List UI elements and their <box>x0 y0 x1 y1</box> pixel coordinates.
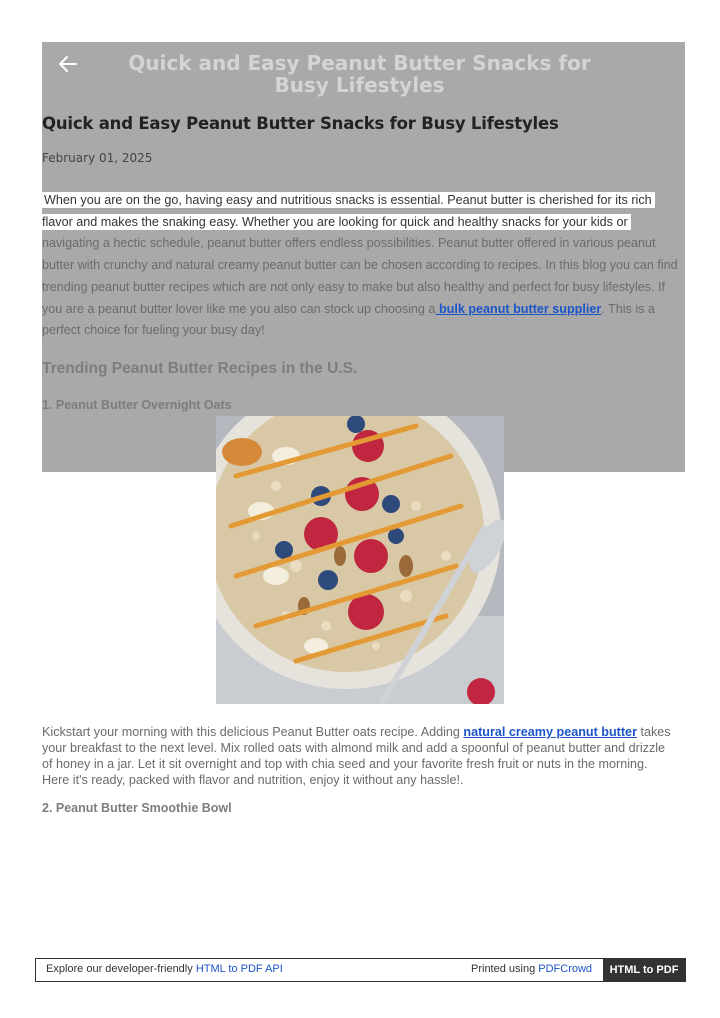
recipe1-heading: 1. Peanut Butter Overnight Oats <box>42 398 232 412</box>
post-title: Quick and Easy Peanut Butter Snacks for Busy Lifestyles <box>42 114 559 133</box>
recipe1-text: Kickstart your morning with this delicious Peanut Butter oats recipe. Adding <box>42 725 464 739</box>
arrow-left-icon <box>56 52 80 76</box>
footer-printed <box>471 963 592 975</box>
app-header <box>42 42 685 102</box>
footer-printed-text: Printed using <box>471 963 539 975</box>
post-date: February 01, 2025 <box>42 151 153 165</box>
back-button[interactable] <box>56 52 80 76</box>
footer-explore <box>46 963 283 975</box>
intro-end-text: . This is a perfect choice for fueling your busy day! <box>42 301 655 338</box>
html-to-pdf-badge[interactable]: HTML to PDF <box>603 959 685 981</box>
recipe1-paragraph <box>42 724 672 788</box>
intro-highlight-2: flavor and makes the snaking easy. Whether you are looking for quick and healthy snacks for your kids or <box>42 214 628 229</box>
html-to-pdf-api-link[interactable]: HTML to PDF API <box>195 963 283 975</box>
intro-paragraph <box>42 190 682 342</box>
footer-explore-text: Explore our developer-friendly <box>46 963 196 975</box>
recipe2-heading: 2. Peanut Butter Smoothie Bowl <box>42 801 232 815</box>
intro-text: navigating a hectic schedule, peanut butter offers endless possibilities. Peanut butter offered in various peanut butter with crunchy and natural creamy peanut butter can be chosen according to recipes. In this blog you can find trending peanut butter recipes which are not only easy to make but also healthy and perfect for busy lifestyles. If you are a peanut butter lover like me you also can stock up choosing a <box>42 236 678 316</box>
recipe1-text-end: takes your breakfast to the next level. Mix rolled oats with almond milk and add a spoonful of peanut butter and drizzle of honey in a jar. Let it sit overnight and top with chia seed and your favorite fresh fruit or nuts in the morning. Here it's ready, packed with flavor and nutrition, enjoy it without any hassle!. <box>42 725 671 787</box>
header-title: Quick and Easy Peanut Butter Snacks for Busy Lifestyles <box>128 51 591 97</box>
section-heading: Trending Peanut Butter Recipes in the U.S. <box>42 360 358 377</box>
natural-creamy-link[interactable]: natural creamy peanut butter <box>463 725 637 739</box>
intro-highlight-1: When you are on the go, having easy and nutritious snacks is essential. Peanut butter is cherished for its rich <box>44 193 652 207</box>
pdf-footer <box>35 958 686 982</box>
pdfcrowd-link[interactable]: PDFCrowd <box>538 963 593 975</box>
bulk-supplier-link[interactable]: bulk peanut butter supplier <box>435 301 602 316</box>
overnight-oats-image <box>216 416 504 704</box>
